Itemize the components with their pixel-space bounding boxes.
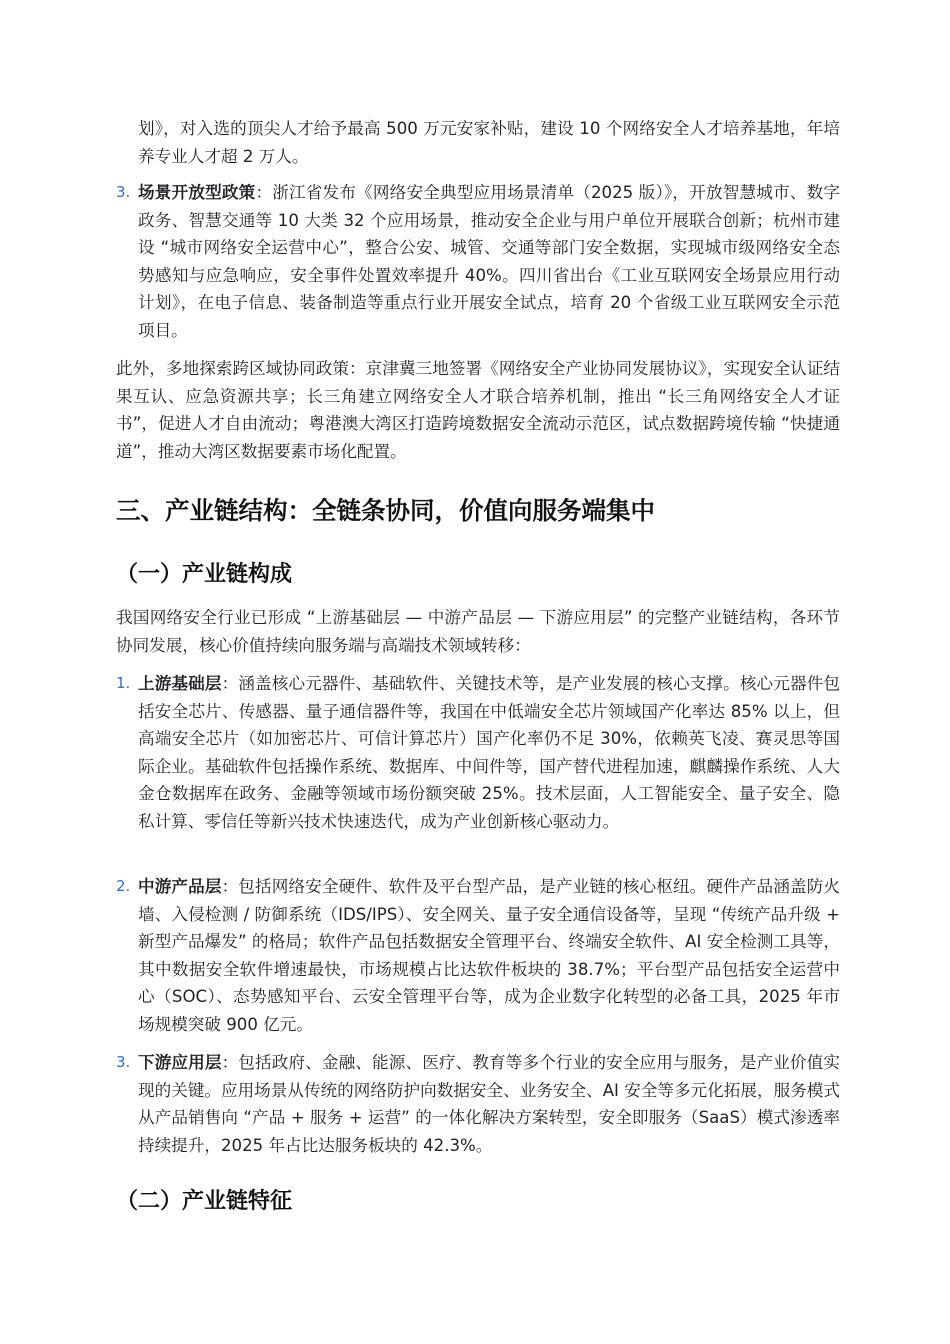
cross-region-paragraph: 此外，多地探索跨区域协同政策：京津冀三地签署《网络安全产业协同发展协议》，实现安全认证结果互认、应急资源共享；长三角建立网络安全人才联合培养机制，推出 “长三角网络安全人才证书”，促进人才自由流动；粤港澳大湾区打造跨境数据安全流动示范区，试点数据跨境传输 “快捷通道”，推动大湾区数据要素市场化配置。: [116, 359, 840, 461]
intro-paragraph: 我国网络安全行业已形成 “上游基础层 — 中游产品层 — 下游应用层” 的完整产业链结构，各环节协同发展，核心价值持续向服务端与高端技术领域转移：: [116, 608, 840, 655]
list-item-body: [138, 179, 840, 344]
list-item-body: [138, 1049, 840, 1159]
chain-list-item-2: [116, 873, 840, 1038]
list-item-lead: 场景开放型政策: [138, 183, 256, 202]
list-item-lead: 上游基础层: [138, 674, 222, 693]
list-number: 2.: [116, 877, 131, 895]
section-heading: 三、产业链结构：全链条协同，价值向服务端集中: [116, 496, 655, 525]
list-number: 1.: [116, 674, 131, 692]
policy-list-item-3: [116, 179, 840, 344]
continuation-paragraph: 划》，对入选的顶尖人才给予最高 500 万元安家补贴，建设 10 个网络安全人才培养基地，年培养专业人才超 2 万人。: [138, 119, 840, 166]
list-item-body: [138, 873, 840, 1038]
list-item-body: [138, 670, 840, 835]
chain-list-item-3: [116, 1049, 840, 1159]
list-number: 3.: [116, 1053, 131, 1071]
list-item-text: ：包括政府、金融、能源、医疗、教育等多个行业的安全应用与服务，是产业价值实现的关键。应用场景从传统的网络防护向数据安全、业务安全、AI 安全等多元化拓展，服务模式从产品销售向 “产品 + 服务 + 运营” 的一体化解决方案转型，安全即服务（SaaS）模式渗透率持续提升，2025 年占比达服务板块的 42.3%。: [138, 1053, 841, 1155]
subsection-heading-1: （一）产业链构成: [116, 562, 293, 587]
list-item-lead: 中游产品层: [138, 877, 222, 896]
list-number: 3.: [116, 183, 131, 201]
list-item-lead: 下游应用层: [138, 1053, 222, 1072]
list-item-text: ：包括网络安全硬件、软件及平台型产品，是产业链的核心枢纽。硬件产品涵盖防火墙、入侵检测 / 防御系统（IDS/IPS）、安全网关、量子安全通信设备等，呈现 “传统产品升级 + 新型产品爆发” 的格局；软件产品包括数据安全管理平台、终端安全软件、AI 安全检测工具等，其中数据安全软件增速最快，市场规模占比达软件板块的 38.7%；平台型产品包括安全运营中心（SOC）、态势感知平台、云安全管理平台等，成为企业数字化转型的必备工具，2025 年市场规模突破 900 亿元。: [138, 877, 841, 1034]
list-item-text: ：涵盖核心元器件、基础软件、关键技术等，是产业发展的核心支撑。核心元器件包括安全芯片、传感器、量子通信器件等，我国在中低端安全芯片领域国产化率达 85% 以上，但高端安全芯片（如加密芯片、可信计算芯片）国产化率仍不足 30%，依赖英飞凌、赛灵思等国际企业。基础软件包括操作系统、数据库、中间件等，国产替代进程加速，麒麟操作系统、人大金仓数据库在政务、金融等领域市场份额突破 25%。技术层面，人工智能安全、量子安全、隐私计算、零信任等新兴技术快速迭代，成为产业创新核心驱动力。: [138, 674, 841, 831]
subsection-heading-2: （二）产业链特征: [116, 1189, 293, 1214]
list-item-text: ：浙江省发布《网络安全典型应用场景清单（2025 版）》，开放智慧城市、数字政务、智慧交通等 10 大类 32 个应用场景，推动安全企业与用户单位开展联合创新；杭州市建设 “城市网络安全运营中心”，整合公安、城管、交通等部门安全数据，实现城市级网络安全态势感知与应急响应，安全事件处置效率提升 40%。四川省出台《工业互联网安全场景应用行动计划》，在电子信息、装备制造等重点行业开展安全试点，培育 20 个省级工业互联网安全示范项目。: [138, 183, 841, 340]
chain-list-item-1: [116, 670, 840, 835]
